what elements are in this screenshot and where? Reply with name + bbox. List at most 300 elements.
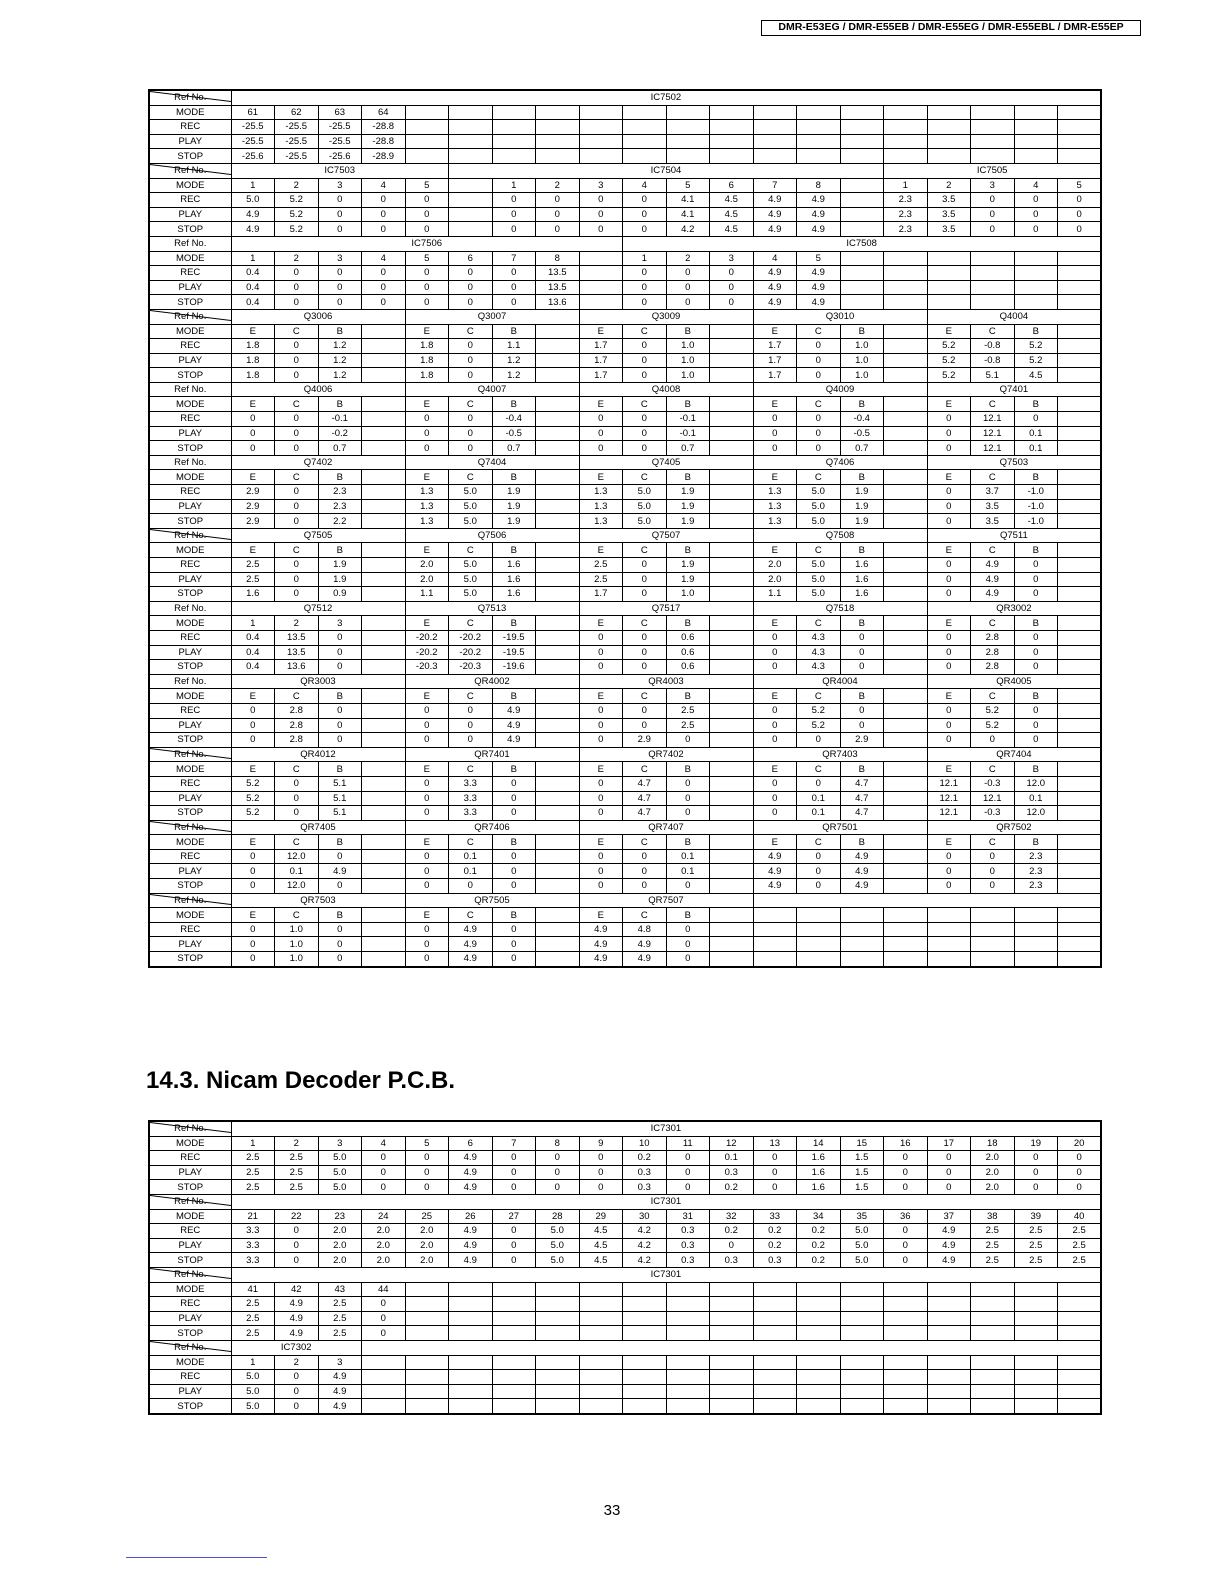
value-cell: 0 (405, 791, 449, 806)
value-cell: 0.2 (797, 1238, 841, 1253)
row-label: REC (149, 1370, 231, 1385)
value-cell: 0 (231, 849, 275, 864)
value-cell (710, 324, 754, 339)
value-cell: 1.9 (318, 558, 362, 573)
value-cell: 0 (318, 193, 362, 208)
value-cell: 0.3 (710, 1253, 754, 1268)
value-cell: 1.8 (405, 339, 449, 354)
value-cell (840, 207, 884, 222)
value-cell (884, 266, 928, 281)
value-cell: 5.0 (797, 572, 841, 587)
value-cell: 1.8 (231, 368, 275, 383)
value-cell: 0 (1058, 222, 1102, 237)
value-cell: -25.5 (318, 134, 362, 149)
value-cell: 4.9 (449, 1180, 493, 1195)
value-cell: 3.3 (449, 791, 493, 806)
value-cell: 0 (753, 1165, 797, 1180)
value-cell: 0 (318, 222, 362, 237)
value-cell: 0 (666, 879, 710, 894)
stop-row (149, 1180, 1101, 1195)
value-cell (1058, 441, 1102, 456)
value-cell: 12.1 (971, 791, 1015, 806)
value-cell (1058, 908, 1102, 923)
value-cell (623, 1326, 667, 1341)
value-cell: 2 (275, 1136, 319, 1151)
value-cell: 0 (666, 280, 710, 295)
value-cell (1014, 937, 1058, 952)
value-cell: E (927, 543, 971, 558)
row-label: STOP (149, 222, 231, 237)
value-cell (710, 105, 754, 120)
value-cell (362, 412, 406, 427)
play-row (149, 1311, 1101, 1326)
value-cell (362, 952, 406, 967)
value-cell: B (1014, 689, 1058, 704)
value-cell: 2.0 (362, 1224, 406, 1239)
value-cell: -0.8 (971, 339, 1015, 354)
value-cell: 0 (405, 776, 449, 791)
value-cell (710, 689, 754, 704)
play-row (149, 426, 1101, 441)
value-cell (362, 572, 406, 587)
play-row (149, 353, 1101, 368)
value-cell: 1.6 (492, 572, 536, 587)
value-cell: E (579, 616, 623, 631)
value-cell: B (318, 762, 362, 777)
value-cell: 0 (623, 558, 667, 573)
value-cell (362, 616, 406, 631)
value-cell: 0 (623, 193, 667, 208)
value-cell: 5.0 (231, 1370, 275, 1385)
value-cell: 3 (318, 178, 362, 193)
value-cell (710, 806, 754, 821)
value-cell: 5.0 (623, 499, 667, 514)
value-cell (971, 1370, 1015, 1385)
value-cell (797, 952, 841, 967)
value-cell: 5.0 (797, 587, 841, 602)
stop-row (149, 441, 1101, 456)
value-cell: 0 (884, 1253, 928, 1268)
value-cell: C (623, 324, 667, 339)
ref-number-cell: Q7404 (405, 455, 579, 470)
value-cell: 0.6 (666, 630, 710, 645)
value-cell: 0 (753, 645, 797, 660)
value-cell: E (927, 470, 971, 485)
value-cell (1058, 791, 1102, 806)
value-cell (884, 441, 928, 456)
value-cell: 5.0 (449, 558, 493, 573)
value-cell: 0.3 (666, 1238, 710, 1253)
value-cell: 0 (275, 572, 319, 587)
value-cell: 0 (1014, 718, 1058, 733)
value-cell (449, 178, 493, 193)
value-cell: 0 (405, 849, 449, 864)
value-cell: 4.2 (623, 1224, 667, 1239)
value-cell: 14 (797, 1136, 841, 1151)
value-cell: 0 (318, 703, 362, 718)
value-cell: 6 (449, 1136, 493, 1151)
value-cell: 2.0 (971, 1180, 1015, 1195)
value-cell: E (927, 324, 971, 339)
value-cell: E (231, 324, 275, 339)
value-cell (536, 645, 580, 660)
model-header: DMR-E53EG / DMR-E55EB / DMR-E55EG / DMR-E55EBL / DMR-E55EP (761, 20, 1141, 36)
value-cell: 0.1 (1014, 426, 1058, 441)
value-cell: 1.3 (579, 499, 623, 514)
value-cell: 2.9 (231, 499, 275, 514)
value-cell: 0 (623, 864, 667, 879)
value-cell: -0.1 (666, 412, 710, 427)
value-cell: 4.9 (231, 207, 275, 222)
ref-number-cell: IC7301 (231, 1121, 1101, 1136)
row-label: STOP (149, 660, 231, 675)
value-cell: C (275, 835, 319, 850)
value-cell: 0 (231, 922, 275, 937)
value-cell: 4.9 (449, 1165, 493, 1180)
value-cell: B (666, 397, 710, 412)
value-cell (579, 1355, 623, 1370)
value-cell (710, 339, 754, 354)
ref-number-cell: QR7505 (405, 893, 579, 908)
value-cell: 5.0 (797, 558, 841, 573)
value-cell (753, 1370, 797, 1385)
value-cell: 0 (797, 368, 841, 383)
value-cell: 0 (884, 1224, 928, 1239)
value-cell: 0 (362, 193, 406, 208)
value-cell: C (623, 908, 667, 923)
value-cell: 2.8 (971, 660, 1015, 675)
value-cell: 29 (579, 1209, 623, 1224)
value-cell (1058, 280, 1102, 295)
rec-row (149, 193, 1101, 208)
value-cell: 3.7 (971, 485, 1015, 500)
value-cell: B (492, 543, 536, 558)
mode-row (149, 251, 1101, 266)
value-cell (362, 499, 406, 514)
value-cell (536, 791, 580, 806)
value-cell: 1.5 (840, 1151, 884, 1166)
ref-number-cell: QR7407 (579, 820, 753, 835)
value-cell (840, 937, 884, 952)
value-cell: 1.7 (753, 368, 797, 383)
value-cell: 5.0 (449, 587, 493, 602)
value-cell: 1.6 (797, 1180, 841, 1195)
value-cell: 4.7 (623, 791, 667, 806)
value-cell (884, 134, 928, 149)
value-cell (536, 660, 580, 675)
row-label: REC (149, 849, 231, 864)
ref-number-cell: Q7402 (231, 455, 405, 470)
value-cell (536, 1311, 580, 1326)
value-cell: 5.2 (797, 718, 841, 733)
value-cell: 0 (492, 806, 536, 821)
value-cell: 4.9 (753, 864, 797, 879)
value-cell: 0 (405, 952, 449, 967)
value-cell: B (840, 616, 884, 631)
value-cell (884, 616, 928, 631)
value-cell: B (666, 470, 710, 485)
value-cell (753, 908, 797, 923)
value-cell (623, 1297, 667, 1312)
row-label: Ref No. (149, 90, 231, 105)
value-cell: 1.7 (753, 353, 797, 368)
value-cell: 4.9 (449, 937, 493, 952)
value-cell: 5.2 (797, 703, 841, 718)
value-cell: 1.9 (492, 485, 536, 500)
value-cell: 5.0 (449, 499, 493, 514)
value-cell (579, 280, 623, 295)
value-cell: -25.5 (318, 120, 362, 135)
row-label: MODE (149, 105, 231, 120)
value-cell: 5.0 (449, 514, 493, 529)
value-cell (666, 1384, 710, 1399)
value-cell (753, 105, 797, 120)
value-cell: 3 (318, 1355, 362, 1370)
value-cell (884, 645, 928, 660)
value-cell (1058, 776, 1102, 791)
value-cell: E (405, 543, 449, 558)
value-cell: 0 (231, 426, 275, 441)
value-cell: 0 (275, 806, 319, 821)
value-cell: 0 (318, 207, 362, 222)
value-cell (971, 105, 1015, 120)
value-cell (884, 339, 928, 354)
play-row (149, 1165, 1101, 1180)
value-cell: -20.3 (405, 660, 449, 675)
value-cell: 4.9 (231, 222, 275, 237)
value-cell (840, 908, 884, 923)
value-cell: 4.9 (318, 1370, 362, 1385)
value-cell: 0 (275, 368, 319, 383)
value-cell (666, 105, 710, 120)
value-cell (536, 149, 580, 164)
value-cell (971, 1282, 1015, 1297)
value-cell: 8 (536, 1136, 580, 1151)
value-cell: 5.2 (927, 339, 971, 354)
value-cell: 4 (362, 251, 406, 266)
value-cell: 0 (666, 1180, 710, 1195)
value-cell: 4.9 (449, 1238, 493, 1253)
ref-number-cell: QR4004 (753, 674, 927, 689)
value-cell (753, 134, 797, 149)
value-cell: B (318, 324, 362, 339)
value-cell: 0 (1014, 558, 1058, 573)
value-cell: 0 (623, 879, 667, 894)
value-cell: 0 (405, 426, 449, 441)
value-cell: C (275, 324, 319, 339)
value-cell: 0 (492, 193, 536, 208)
value-cell: 16 (884, 1136, 928, 1151)
value-cell: 0 (275, 295, 319, 310)
value-cell: 0 (797, 864, 841, 879)
value-cell: 5.0 (318, 1180, 362, 1195)
value-cell: 0.2 (797, 1253, 841, 1268)
value-cell: C (971, 543, 1015, 558)
value-cell: C (971, 835, 1015, 850)
value-cell (884, 1399, 928, 1414)
value-cell (1058, 353, 1102, 368)
value-cell: 1.7 (579, 353, 623, 368)
value-cell (536, 689, 580, 704)
row-label: STOP (149, 1326, 231, 1341)
value-cell (536, 864, 580, 879)
value-cell: 0 (927, 660, 971, 675)
row-label: PLAY (149, 791, 231, 806)
value-cell: 2.0 (362, 1253, 406, 1268)
row-label: MODE (149, 251, 231, 266)
value-cell: 0 (1058, 1165, 1102, 1180)
value-cell: 1 (231, 251, 275, 266)
value-cell (971, 922, 1015, 937)
mode-row (149, 178, 1101, 193)
value-cell (666, 134, 710, 149)
value-cell (1058, 499, 1102, 514)
value-cell (884, 514, 928, 529)
value-cell: C (449, 908, 493, 923)
value-cell: 1.9 (492, 514, 536, 529)
value-cell: 4.9 (927, 1238, 971, 1253)
value-cell (536, 572, 580, 587)
value-cell: 4.5 (710, 193, 754, 208)
value-cell: C (797, 762, 841, 777)
ref-number-cell (753, 893, 1101, 908)
rec-row (149, 630, 1101, 645)
value-cell: 0 (362, 280, 406, 295)
value-cell (536, 339, 580, 354)
value-cell: 1.1 (492, 339, 536, 354)
value-cell: 2.9 (231, 514, 275, 529)
value-cell: C (623, 470, 667, 485)
value-cell: C (971, 616, 1015, 631)
value-cell (1014, 149, 1058, 164)
row-label: PLAY (149, 718, 231, 733)
value-cell: E (405, 616, 449, 631)
value-cell (449, 193, 493, 208)
value-cell (884, 426, 928, 441)
ref-number-cell: Q4006 (231, 382, 405, 397)
value-cell (1058, 543, 1102, 558)
value-cell: C (623, 543, 667, 558)
value-cell: 0.2 (710, 1180, 754, 1195)
ref-number-cell: IC7302 (231, 1340, 362, 1355)
row-label: STOP (149, 1180, 231, 1195)
value-cell: 12 (710, 1136, 754, 1151)
value-cell: -20.2 (405, 630, 449, 645)
value-cell: 2.8 (275, 733, 319, 748)
stop-row (149, 806, 1101, 821)
value-cell: C (449, 689, 493, 704)
row-label: REC (149, 193, 231, 208)
value-cell: 0 (405, 412, 449, 427)
value-cell: 0 (579, 791, 623, 806)
value-cell: 1.9 (492, 499, 536, 514)
value-cell: 0 (884, 1165, 928, 1180)
value-cell (623, 120, 667, 135)
value-cell: 0 (405, 864, 449, 879)
rec-row (149, 339, 1101, 354)
value-cell (362, 806, 406, 821)
value-cell: 0 (623, 426, 667, 441)
value-cell (536, 908, 580, 923)
value-cell (884, 1384, 928, 1399)
value-cell: 32 (710, 1209, 754, 1224)
value-cell: 2.5 (231, 1297, 275, 1312)
value-cell: 2 (927, 178, 971, 193)
value-cell (1014, 266, 1058, 281)
value-cell: 2.5 (231, 572, 275, 587)
value-cell: 1.8 (405, 368, 449, 383)
value-cell: 0 (275, 353, 319, 368)
value-cell: E (927, 616, 971, 631)
value-cell: 4 (1014, 178, 1058, 193)
mode-row (149, 397, 1101, 412)
value-cell (710, 660, 754, 675)
value-cell: 2.2 (318, 514, 362, 529)
value-cell: 0.7 (840, 441, 884, 456)
ref-number-cell: Q7518 (753, 601, 927, 616)
value-cell (710, 558, 754, 573)
value-cell: 0 (666, 937, 710, 952)
value-cell (797, 134, 841, 149)
value-cell: 0.1 (710, 1151, 754, 1166)
value-cell (536, 849, 580, 864)
play-row (149, 1238, 1101, 1253)
ref-number-cell: Q7405 (579, 455, 753, 470)
value-cell: 4.9 (797, 295, 841, 310)
value-cell: 0 (797, 849, 841, 864)
value-cell (623, 105, 667, 120)
value-cell: 25 (405, 1209, 449, 1224)
value-cell (579, 120, 623, 135)
value-cell: 0 (1014, 1151, 1058, 1166)
value-cell: 0.1 (1014, 441, 1058, 456)
value-cell (623, 1282, 667, 1297)
value-cell (362, 1384, 406, 1399)
value-cell (362, 703, 406, 718)
value-cell: 0 (927, 1180, 971, 1195)
value-cell: 2.5 (275, 1151, 319, 1166)
value-cell (1058, 149, 1102, 164)
value-cell (449, 222, 493, 237)
value-cell (884, 864, 928, 879)
value-cell (797, 1282, 841, 1297)
value-cell (536, 1282, 580, 1297)
rec-row (149, 922, 1101, 937)
value-cell: 0.3 (666, 1253, 710, 1268)
value-cell (405, 1282, 449, 1297)
value-cell: 1.6 (840, 572, 884, 587)
value-cell: 0 (405, 1151, 449, 1166)
value-cell: 0.4 (231, 266, 275, 281)
value-cell (840, 193, 884, 208)
value-cell: 0 (927, 879, 971, 894)
stop-row (149, 222, 1101, 237)
value-cell: 4 (362, 1136, 406, 1151)
value-cell: 0 (492, 922, 536, 937)
value-cell: 0 (579, 660, 623, 675)
value-cell: 5.2 (275, 193, 319, 208)
value-cell: 2 (666, 251, 710, 266)
value-cell: 0 (318, 630, 362, 645)
value-cell: 3.3 (231, 1238, 275, 1253)
value-cell (536, 558, 580, 573)
value-cell: 1.2 (318, 353, 362, 368)
value-cell: 0.6 (666, 660, 710, 675)
value-cell (579, 1370, 623, 1385)
value-cell: E (927, 397, 971, 412)
value-cell: 0 (927, 703, 971, 718)
value-cell: B (1014, 324, 1058, 339)
